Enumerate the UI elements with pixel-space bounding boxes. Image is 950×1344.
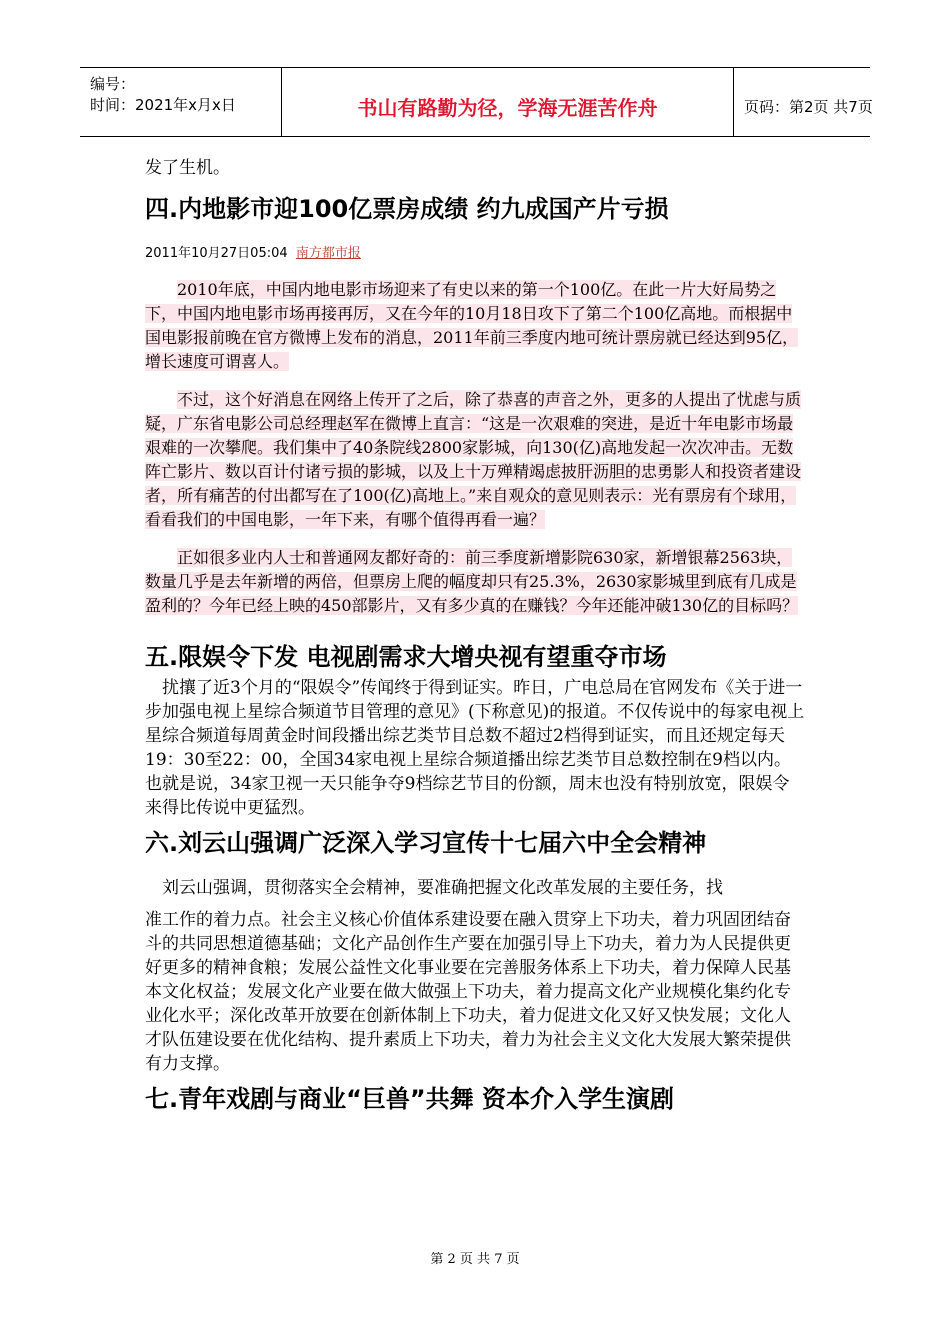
section7-title: 七.青年戏剧与商业“巨兽”共舞 资本介入学生演剧 [145,1085,675,1113]
intro-line: 发了生机。 [145,158,230,178]
section4-source-link[interactable]: 南方都市报 [295,246,361,261]
page-info: 页码：第2页 共7页 [744,98,873,116]
date-label: 时间：2021年x月x日 [90,96,236,114]
section4-paragraph-3-text: 正如很多业内人士和普通网友都好奇的：前三季度新增影院630家，新增银幕2563块，数量几乎是去年新增的两倍，但票房上爬的幅度却只有25.3%，2630家影城里到底有几成是盈利的？今年已经上映的450部影片，又有多少真的在赚钱？今年还能冲破130亿的目标吗？ [145,548,799,615]
section5-title: 五.限娱令下发 电视剧需求大增央视有望重夺市场 [145,643,667,671]
section6-paragraph-1-first: 刘云山强调，贯彻落实全会精神，要准确把握文化改革发展的主要任务，找 [162,878,723,898]
section4-title: 四.内地影市迎100亿票房成绩 约九成国产片亏损 [145,195,669,223]
section5-paragraph-1: 扰攘了近3个月的“限娱令”传闻终于得到证实。昨日，广电总局在官网发布《关于进一步加强电视上星综合频道节目管理的意见》(下称意见)的报道。不仅传说中的每家电视上星综合频道每周黄金时间段播出综艺类节目总数不超过2档得到证实，而且还规定每天19：30至22：00，全国34家电视上星综合频道播出综艺类节目总数控制在9档以内。也就是说，34家卫视一天只能争夺9档综艺节目的份额，周末也没有特别放宽，限娱令来得比传说中更猛烈。 [145,678,805,818]
header-info-cell [80,68,282,136]
header-table [80,67,873,137]
section4-paragraph-1-text: 2010年底，中国内地电影市场迎来了有史以来的第一个100亿。在此一片大好局势之下，中国内地电影市场再接再厉，又在今年的10月18日攻下了第二个100亿高地。而根据中国电影报前晚在官方微博上发布的消息，2011年前三季度内地可统计票房就已经达到95亿，增长速度可谓喜人。 [145,280,799,371]
section4-paragraph-1 [145,278,805,374]
section4-meta [145,244,805,264]
section4-paragraph-3 [145,546,805,618]
section6-title: 六.刘云山强调广泛深入学习宣传十七届六中全会精神 [145,829,707,857]
section4-paragraph-2 [145,388,805,532]
section4-date: 2011年10月27日05:04 [145,246,288,261]
header-page-cell [734,68,873,136]
section4-paragraph-2-text: 不过，这个好消息在网络上传开了之后，除了恭喜的声音之外，更多的人提出了忧虑与质疑，广东省电影公司总经理赵军在微博上直言：“这是一次艰难的突进，是近十年电影市场最艰难的一次攀爬。我们集中了40条院线2800家影城，向130(亿)高地发起一次次冲击。无数阵亡影片、数以百计付诸亏损的影城，以及上十万殚精竭虑披肝沥胆的忠勇影人和投资者建设者，所有痛苦的付出都写在了100(亿)高地上。”来自观众的意见则表示：光有票房有个球用，看看我们的中国电影，一年下来，有哪个值得再看一遍？ [145,390,802,529]
motto: 书山有路勤为径，学海无涯苦作舟 [357,96,658,120]
serial-label: 编号： [90,75,136,93]
document-body [145,150,805,1116]
header-motto-cell [282,68,734,136]
section6-paragraph-1-rest: 准工作的着力点。社会主义核心价值体系建设要在融入贯穿上下功夫，着力巩固团结奋斗的共同思想道德基础；文化产品创作生产要在加强引导上下功夫，着力为人民提供更好更多的精神食粮；发展公益性文化事业要在完善服务体系上下功夫，着力保障人民基本文化权益；发展文化产业要在做大做强上下功夫，着力提高文化产业规模化集约化专业化水平；深化改革开放要在创新体制上下功夫，着力促进文化又好又快发展；文化人才队伍建设要在优化结构、提升素质上下功夫，着力为社会主义文化大发展大繁荣提供有力支撑。 [145,910,791,1074]
page-footer: 第 2 页 共 7 页 [430,1252,520,1267]
